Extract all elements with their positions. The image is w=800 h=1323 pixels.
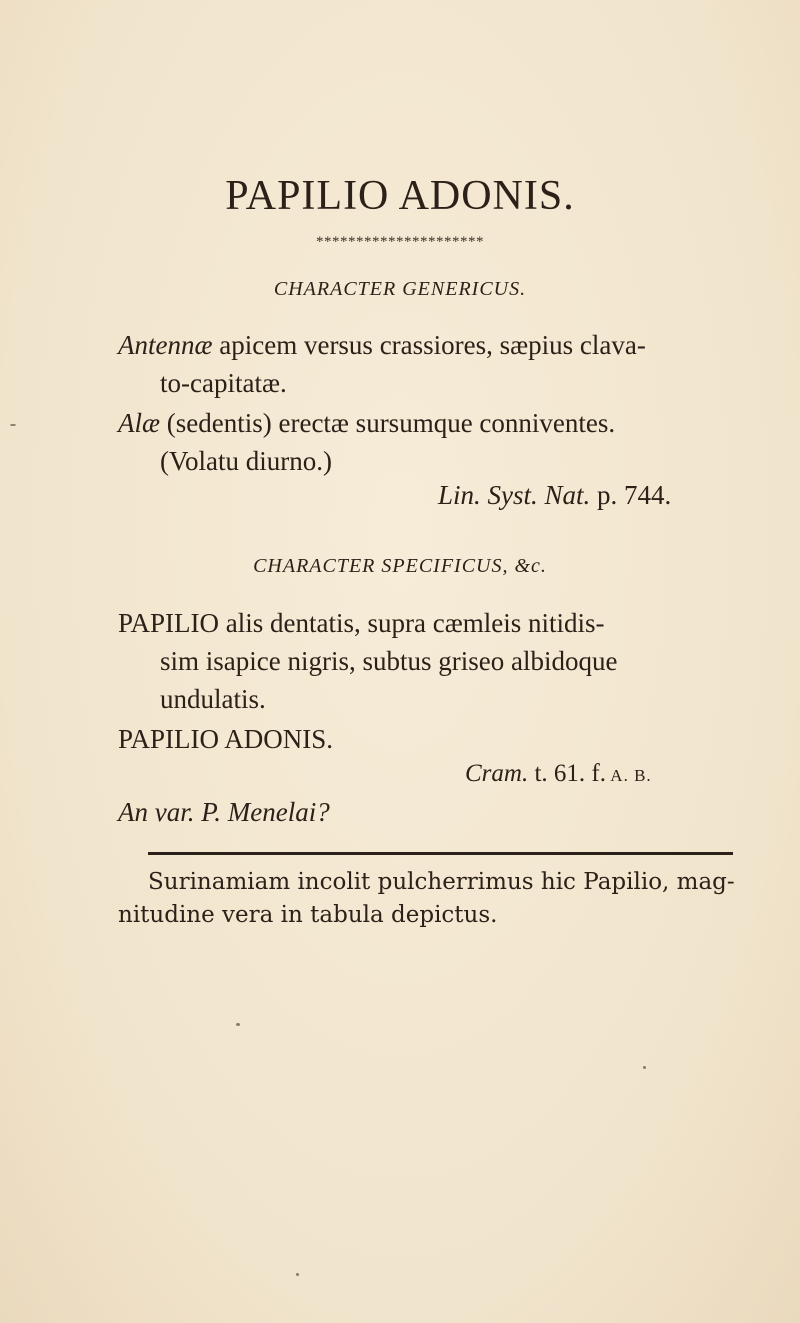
specific-description: [118, 604, 768, 718]
habitat-note-line-1: Surinamiam incolit pulcherrimus hic Papilio, mag-: [148, 869, 735, 895]
alae-text: (sedentis) erectæ sursumque conniventes.: [160, 408, 616, 438]
page-title: PAPILIO ADONIS.: [225, 173, 575, 219]
cramer-ref-figs: A. B.: [606, 766, 652, 785]
variety-note: An var. P. Menelai?: [118, 797, 330, 827]
species-name: PAPILIO ADONIS.: [118, 724, 334, 754]
alae-text-cont: (Volatu diurno.): [160, 446, 332, 476]
star-ornament: *********************: [316, 234, 484, 250]
antennae-text: apicem versus crassiores, sæpius clava-: [212, 330, 646, 360]
antennae-text-cont: to-capitatæ.: [160, 368, 287, 398]
cramer-ref-plate: t. 61. f.: [528, 760, 606, 787]
specific-line-1: PAPILIO alis dentatis, supra cæmleis nitidis-: [118, 608, 605, 638]
habitat-note: [118, 866, 758, 932]
habitat-note-line-2: nitudine vera in tabula depictus.: [118, 902, 498, 928]
specific-heading: CHARACTER SPECIFICUS, &c.: [253, 555, 547, 577]
paper-speck: [643, 1066, 646, 1069]
cramer-reference: [465, 760, 652, 788]
linnaeus-ref-page: p. 744.: [590, 480, 672, 510]
generic-heading: CHARACTER GENERICUS.: [273, 278, 527, 300]
divider-rule: [148, 852, 733, 855]
alae-description: [118, 404, 758, 480]
specific-line-2: sim isapice nigris, subtus griseo albidoque: [160, 646, 618, 676]
paper-speck: [296, 1273, 299, 1276]
paper-speck: [236, 1023, 240, 1026]
linnaeus-reference: [438, 480, 671, 511]
antennae-lead: Antennæ: [118, 330, 213, 360]
antennae-description: [118, 326, 758, 402]
specific-line-3: undulatis.: [160, 684, 266, 714]
linnaeus-ref-title: Lin. Syst. Nat.: [438, 480, 591, 510]
cramer-ref-author: Cram.: [465, 760, 529, 787]
alae-lead: Alæ: [118, 408, 161, 438]
paper-speck: [10, 424, 16, 426]
